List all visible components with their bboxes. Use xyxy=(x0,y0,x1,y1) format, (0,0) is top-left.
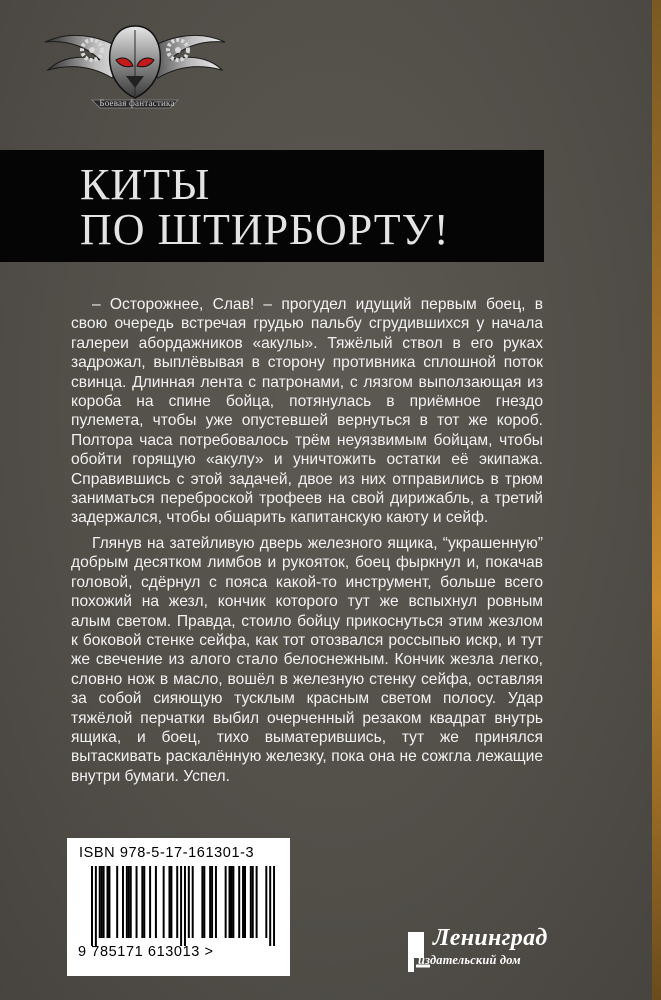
barcode-bar xyxy=(256,866,258,938)
publisher-subtitle: издательский дом xyxy=(418,953,521,967)
barcode-bar xyxy=(143,866,145,938)
barcode-bar xyxy=(101,866,103,938)
barcode-bar xyxy=(99,866,101,938)
barcode-bar xyxy=(163,866,165,938)
barcode-bar xyxy=(250,866,252,938)
barcode-bar xyxy=(229,866,231,938)
book-title-line-1: КИТЫ xyxy=(80,160,211,209)
barcode-bar xyxy=(180,866,182,946)
barcode-bar xyxy=(106,866,108,938)
barcode-bar xyxy=(95,866,97,946)
barcode-bar xyxy=(91,866,93,946)
barcode-bar xyxy=(209,866,211,938)
barcode-bar xyxy=(184,866,186,946)
barcode-image xyxy=(91,866,275,946)
barcode-bar xyxy=(108,866,110,938)
barcode-bar xyxy=(244,866,246,938)
barcode-bar xyxy=(155,866,157,938)
barcode-bar xyxy=(122,866,124,938)
barcode-bar xyxy=(203,866,205,938)
barcode-bar xyxy=(170,866,172,938)
annotation-paragraph: – Осторожнее, Слав! – прогудел идущий первым боец, в свою очередь встречая грудью пальбу сгрудившихся у начала галереи абордажников «акулы». Тяжёлый ствол в его руках задрожал, выплёвывая в сторону противника сплошной поток свинца. Длинная лента с патронами, с лязгом выползающая из короба на спине бойца, потянулась в приёмное гнездо пулемета, чтобы уже опустевшей вернуться в тот же короб. Полтора часа потребовалось трём неуязвимым бойцам, чтобы обойти горящую «акулу» и уничтожить остатки её экипажа. Справившись с этой задачей, двое из них отправились в трюм заниматься переброской трофеев на свой дирижабль, а третий задержался, чтобы обшарить капитанскую каюту и сейф. xyxy=(71,296,543,527)
barcode-bar xyxy=(192,866,194,938)
barcode-bar xyxy=(103,866,105,938)
barcode-bar xyxy=(265,866,267,938)
annotation-paragraph: Глянув на затейливую дверь железного ящика, “украшенную” добрым десятком лимбов и рукояток, боец фыркнул и, покачав головой, сдёрнул с пояса какой-то инструмент, больше всего похожий на жезл, кончик которого тут же вспыхнул ровным алым светом. Правда, стоило бойцу прикоснуться этим жезлом к боковой стенке сейфа, как тот отозвался россыпью искр, и тут же свечение из алого стало белоснежным. Кончик жезла легко, словно нож в масло, вошёл в железную стенку сейфа, оставляя за собой сияющую тусклым красным светом полосу. Удар тяжёлой перчатки выбил очерченный резаком квадрат внутрь ящика, и боец, тихо выматерившись, тут же принялся вытаскивать раскалённую железку, пока она не сожгла лежащие внутри бумаги. Успел. xyxy=(71,534,543,785)
barcode-bar xyxy=(116,866,118,938)
barcode-bar xyxy=(141,866,143,938)
barcode-bar xyxy=(273,866,275,946)
barcode-bar xyxy=(176,866,178,938)
annotation-text xyxy=(71,295,543,786)
barcode-bar xyxy=(128,866,130,938)
barcode-bar xyxy=(201,866,203,938)
barcode-bar xyxy=(230,866,232,938)
book-title-line-2: ПО ШТИРБОРТУ! xyxy=(80,205,450,254)
spine-edge-strip xyxy=(652,0,661,1000)
barcode-bar xyxy=(130,866,132,938)
barcode-bar xyxy=(126,866,128,938)
barcode-bar xyxy=(211,866,213,938)
barcode-bar xyxy=(252,866,254,938)
barcode-bar xyxy=(136,866,138,938)
barcode-bar xyxy=(232,866,234,938)
barcode-bar xyxy=(225,866,227,938)
barcode-bar xyxy=(269,866,271,946)
barcode-digits: 9 785171 613013 > xyxy=(78,944,214,960)
barcode-bar xyxy=(188,866,190,938)
series-logo-caption: Боевая фантастика xyxy=(99,98,175,108)
barcode-bar xyxy=(215,866,217,938)
barcode-bar xyxy=(242,866,244,938)
barcode-bar xyxy=(238,866,240,938)
isbn-label: ISBN 978-5-17-161301-3 xyxy=(79,845,255,861)
barcode-bar xyxy=(149,866,151,938)
publisher-name: Ленинград xyxy=(433,925,548,951)
barcode-bar xyxy=(168,866,170,938)
